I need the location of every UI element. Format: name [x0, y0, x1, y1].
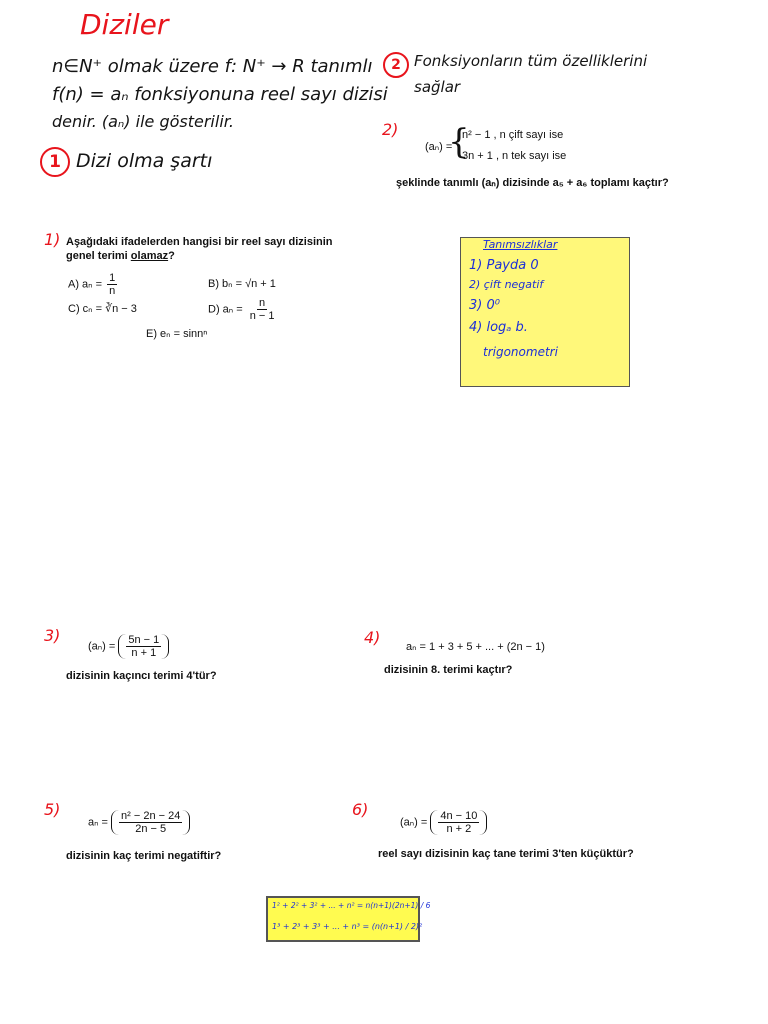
q5-num: n² − 2n − 24: [121, 810, 181, 822]
q3-question: dizisinin kaçıncı terimi 4'tür?: [66, 670, 217, 682]
q3-paren: [118, 634, 169, 659]
q6-lhs: (aₙ) =: [400, 816, 428, 829]
q1-option-c: C) cₙ = ∛n − 3: [68, 303, 137, 315]
q1-option-a-den: n: [109, 285, 116, 297]
q6-frac: [438, 810, 479, 835]
page-title: Diziler: [80, 8, 169, 41]
q1-question-2b: ?: [168, 250, 175, 262]
q6-paren: [430, 810, 487, 835]
q2-question: şeklinde tanımlı (aₙ) dizisinde a₅ + a₆ toplamı kaçtır?: [396, 177, 669, 189]
q2-case-1: n² − 1 , n çift sayı ise: [462, 129, 564, 141]
note-sum-formulas: [266, 896, 431, 942]
note-2-line-2: 1³ + 2³ + 3³ + ... + n³ = (n(n+1) / 2)²: [272, 922, 423, 931]
q5-question: dizisinin kaç terimi negatiftir?: [66, 850, 222, 862]
note-1-item-5: trigonometri: [483, 345, 558, 359]
q2-case-2: 3n + 1 , n tek sayı ise: [462, 150, 567, 162]
q5-lhs: aₙ =: [88, 816, 108, 829]
q3-frac: [126, 634, 161, 659]
q1-option-e: E) eₙ = sinnⁿ: [146, 328, 208, 340]
intro-line-3: denir. (aₙ) ile gösterilir.: [52, 112, 234, 131]
note-1-item-4: 4) logₐ b.: [469, 320, 528, 335]
q1-option-d: [208, 297, 279, 322]
q1-option-a-frac: [107, 272, 117, 297]
note-1-item-1: 1) Payda 0: [469, 258, 539, 273]
rule-1-circle: 1: [40, 147, 70, 177]
intro-line-2: f(n) = aₙ fonksiyonuna reel sayı dizisi: [52, 84, 388, 105]
q3-formula: [88, 634, 169, 659]
q1-option-a-num: 1: [109, 272, 116, 284]
q1-option-a-pre: A) aₙ =: [68, 278, 103, 291]
q1-question-line-1: Aşağıdaki ifadelerden hangisi bir reel sayı dizisinin: [66, 236, 333, 248]
q3-lhs: (aₙ) =: [88, 640, 116, 653]
note-1-item-3: 3) 0⁰: [469, 298, 500, 313]
q2-brace: {: [448, 122, 470, 162]
q1-question-2a: genel terimi: [66, 250, 131, 262]
q1-option-b: B) bₙ = √n + 1: [208, 278, 276, 290]
q1-option-d-frac: [248, 297, 277, 322]
q5-formula: [88, 810, 190, 835]
q6-den: n + 2: [446, 823, 472, 835]
q6-num: 4n − 10: [440, 810, 478, 822]
q2-label: 2): [382, 120, 399, 139]
q1-option-d-num: n: [259, 297, 266, 309]
rule-2-text-1: Fonksiyonların tüm özelliklerini: [414, 52, 648, 70]
note-2-line-1: 1² + 2² + 3² + ... + n² = n(n+1)(2n+1) / 6: [272, 901, 431, 910]
q4-expression: aₙ = 1 + 3 + 5 + ... + (2n − 1): [406, 641, 545, 653]
q1-label: 1): [44, 230, 61, 249]
q6-question: reel sayı dizisinin kaç tane terimi 3'ten küçüktür?: [378, 848, 634, 860]
rule-2-text-2: sağlar: [414, 78, 461, 96]
q5-den: 2n − 5: [135, 823, 167, 835]
q5-frac: [119, 810, 182, 835]
note-1-title: Tanımsızlıklar: [483, 238, 558, 251]
intro-line-1: n∈N⁺ olmak üzere f: N⁺ → R tanımlı: [52, 56, 373, 77]
q1-option-d-den: n − 1: [249, 310, 275, 322]
note-1-item-2: 2) çift negatif: [469, 278, 544, 291]
rule-2-circle: 2: [383, 52, 409, 78]
q2-lhs: (aₙ) =: [425, 141, 453, 153]
q1-option-a: [68, 272, 119, 297]
q5-paren: [111, 810, 190, 835]
q3-den: n + 1: [131, 647, 157, 659]
q6-formula: [400, 810, 487, 835]
rule-1-text: Dizi olma şartı: [76, 150, 213, 172]
q4-label: 4): [364, 628, 381, 647]
q1-option-d-pre: D) aₙ =: [208, 303, 243, 316]
q1-question-2u: olamaz: [130, 250, 169, 262]
q1-question-line-2: [66, 250, 175, 262]
q3-num: 5n − 1: [128, 634, 160, 646]
q4-question: dizisinin 8. terimi kaçtır?: [384, 664, 513, 676]
note-undefined-cases: [460, 237, 630, 387]
q5-label: 5): [44, 800, 61, 819]
q6-label: 6): [352, 800, 369, 819]
q3-label: 3): [44, 626, 61, 645]
